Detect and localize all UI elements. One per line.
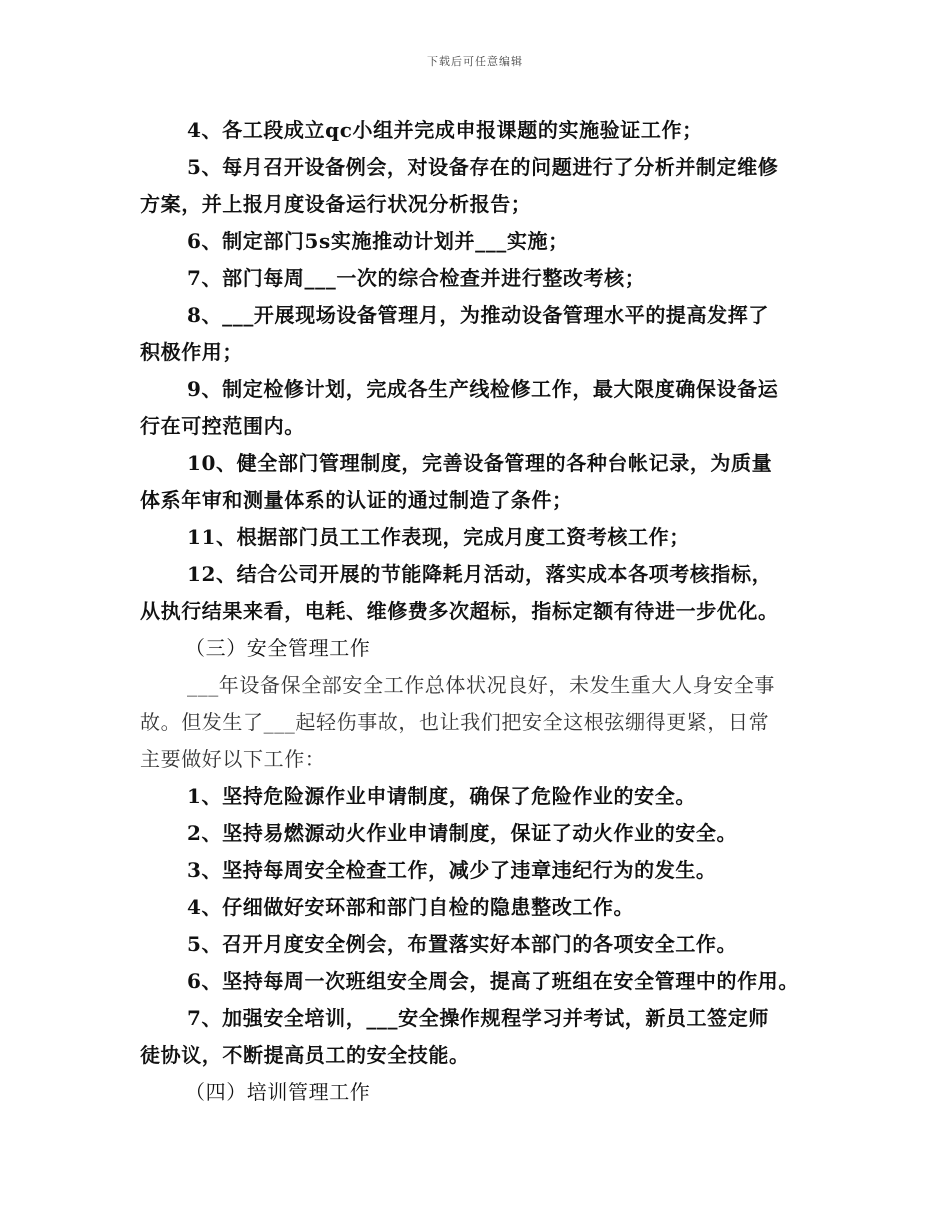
text-line: 10、健全部门管理制度，完善设备管理的各种台帐记录，为质量 (187, 451, 773, 475)
text-line: 11、根据部门员工工作表现，完成月度工资考核工作； (187, 525, 690, 549)
text-line: 8、___开展现场设备管理月，为推动设备管理水平的提高发挥了 (187, 303, 769, 327)
text-line: 9、制定检修计划，完成各生产线检修工作，最大限度确保设备运 (187, 377, 779, 401)
text-line: 积极作用； (140, 340, 243, 364)
text-line: 3、坚持每周安全检查工作，减少了违章违纪行为的发生。 (187, 858, 717, 882)
text-line: 5、召开月度安全例会，布置落实好本部门的各项安全工作。 (187, 932, 738, 956)
text-line: 7、加强安全培训，___安全操作规程学习并考试，新员工签定师 (187, 1006, 769, 1030)
text-line: 1、坚持危险源作业申请制度，确保了危险作业的安全。 (187, 784, 696, 808)
section-heading: （三）安全管理工作 (185, 636, 371, 660)
text-line: 方案，并上报月度设备运行状况分析报告； (140, 192, 532, 216)
text-line: 体系年审和测量体系的认证的通过制造了条件； (140, 488, 573, 512)
text-line: 行在可控范围内。 (140, 414, 305, 438)
document-body (140, 112, 815, 1111)
text-line: 5、每月召开设备例会，对设备存在的问题进行了分析并制定维修 (187, 155, 779, 179)
text-line: 4、各工段成立qc小组并完成申报课题的实施验证工作； (187, 118, 703, 142)
text-line: 2、坚持易燃源动火作业申请制度，保证了动火作业的安全。 (187, 821, 738, 845)
text-line: 故。但发生了___起轻伤事故，也让我们把安全这根弦绷得更紧，日常 (140, 710, 770, 734)
text-line: 6、制定部门5s实施推动计划并___实施； (187, 229, 569, 253)
section-heading: （四）培训管理工作 (185, 1080, 371, 1104)
text-line: 12、结合公司开展的节能降耗月活动，落实成本各项考核指标， (187, 562, 773, 586)
text-line: 4、仔细做好安环部和部门自检的隐患整改工作。 (187, 895, 635, 919)
header-note: 下载后可任意编辑 (427, 55, 523, 68)
text-line: ___年设备保全部安全工作总体状况良好，未发生重大人身安全事 (187, 673, 775, 697)
text-line: 6、坚持每周一次班组安全周会，提高了班组在安全管理中的作用。 (187, 969, 799, 993)
text-line: 主要做好以下工作： (140, 747, 326, 771)
text-line: 徒协议，不断提高员工的安全技能。 (140, 1043, 470, 1067)
text-line: 从执行结果来看，电耗、维修费多次超标，指标定额有待进一步优化。 (140, 599, 779, 623)
text-line: 7、部门每周___一次的综合检查并进行整改考核； (187, 266, 646, 290)
